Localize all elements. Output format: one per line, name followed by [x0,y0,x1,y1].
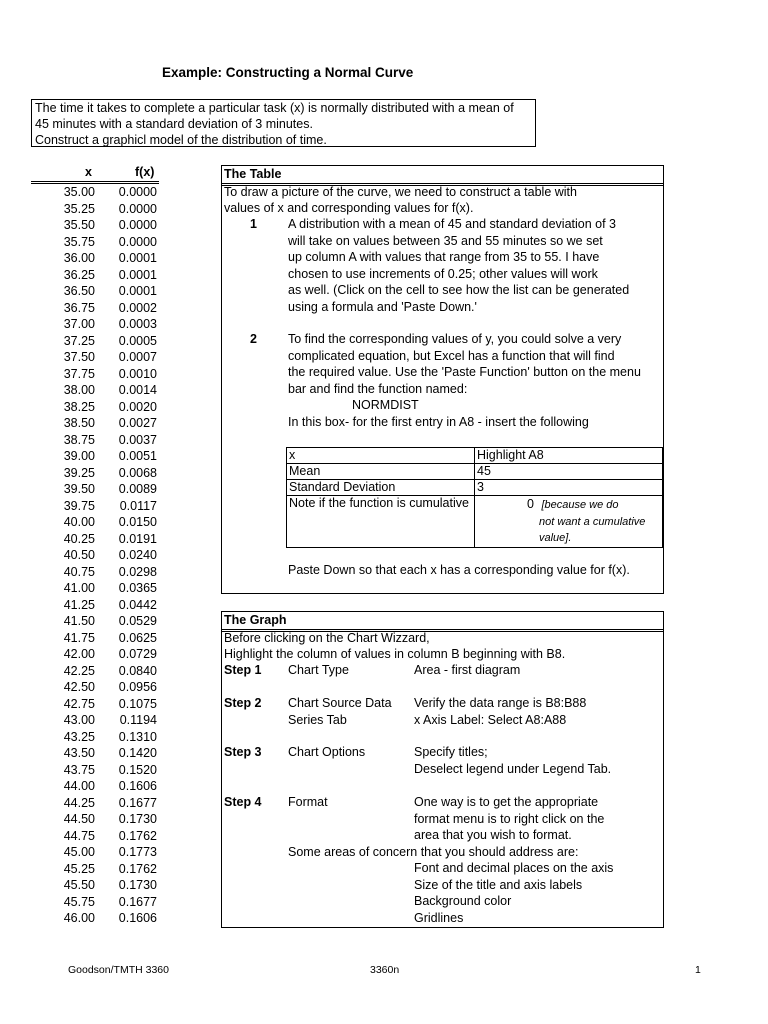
x-value: 45.25 [63,861,95,876]
fx-value: 0.1606 [118,911,157,925]
step-name: Series Tab [288,712,347,727]
fx-value: 0.0001 [118,267,157,282]
table-row [31,448,159,465]
table-row [31,745,159,762]
x-value: 40.75 [63,564,95,579]
step2-text: bar and find the function named: [288,381,468,396]
fx-value: 0.0089 [118,482,157,496]
table-row [31,415,159,432]
x-value: 37.00 [63,317,95,331]
table-row [31,366,159,383]
table-row [31,399,159,416]
fx-value: 0.0729 [118,647,157,661]
fx-value: 0.0002 [118,300,157,315]
x-value: 43.50 [63,746,95,760]
table-row [31,333,159,350]
table-section-title: The Table [222,166,663,186]
fx-value: 0.0000 [118,218,157,232]
x-value: 41.50 [63,614,95,628]
table-row [31,300,159,317]
step-name: Chart Source Data [288,696,392,710]
x-value: 42.75 [63,696,95,711]
x-value: 43.75 [63,762,95,777]
fx-value: 0.1520 [118,762,157,777]
x-value: 43.25 [63,729,95,744]
table-row [31,234,159,251]
step-desc: Deselect legend under Legend Tab. [414,761,612,776]
arg-value-x: Highlight A8 [475,448,663,464]
fx-value: 0.0442 [118,597,157,612]
x-value: 41.25 [63,597,95,612]
table-row [31,861,159,878]
arg-value-sd: 3 [475,480,663,496]
x-value: 36.25 [63,267,95,282]
table-row [31,531,159,548]
fx-value: 0.0014 [118,383,157,397]
arg-label-x: x [287,448,475,464]
x-value: 37.75 [63,366,95,381]
table-section [221,165,664,594]
footer-page-number: 1 [695,964,701,976]
step-desc: x Axis Label: Select A8:A88 [414,712,567,727]
fx-value: 0.0365 [118,581,157,595]
x-value: 36.00 [63,251,95,265]
concern-item: Gridlines [414,910,464,925]
fx-value: 0.0003 [118,317,157,331]
fx-value: 0.1075 [118,696,157,711]
x-value: 45.00 [63,845,95,859]
table-row [31,910,159,927]
fx-value: 0.0051 [118,449,157,463]
x-value: 46.00 [63,911,95,925]
x-value: 35.25 [63,201,95,216]
x-value: 39.50 [63,482,95,496]
table-row [31,811,159,828]
graph-intro-line: Before clicking on the Chart Wizzard, [224,631,430,645]
graph-section [221,611,664,928]
table-row [31,729,159,746]
footer-center: 3360n [370,964,400,976]
x-value: 42.50 [63,680,95,694]
problem-line: 45 minutes with a standard deviation of 3 minutes. [35,117,313,131]
x-value: 39.25 [63,465,95,480]
x-value: 36.50 [63,284,95,298]
fx-value: 0.0068 [118,465,157,480]
x-value: 40.25 [63,531,95,546]
table-row [31,795,159,812]
table-row [31,844,159,861]
data-table-header [31,165,159,184]
footer-left: Goodson/TMTH 3360 [68,964,169,976]
fx-value: 0.1606 [118,779,157,793]
step1-text: will take on values between 35 and 55 minutes so we set [288,233,603,248]
step-desc: Specify titles; [414,745,488,759]
x-value: 42.25 [63,663,95,678]
concern-item: Size of the title and axis labels [414,877,583,892]
fx-value: 0.1420 [118,746,157,760]
step-label: Step 3 [224,745,262,759]
table-row [31,696,159,713]
fx-value: 0.0001 [118,284,157,298]
concerns-intro: Some areas of concern that you should address are: [288,844,579,859]
x-value: 45.75 [63,894,95,909]
fx-value: 0.0840 [118,663,157,678]
x-value: 36.75 [63,300,95,315]
table-row [31,663,159,680]
step-name: Chart Options [288,745,366,759]
cumulative-note: value]. [539,532,572,544]
paste-down-text: Paste Down so that each x has a corresponding value for f(x). [288,563,630,577]
arg-label-sd: Standard Deviation [287,480,475,496]
fx-value: 0.0020 [118,399,157,414]
fx-value: 0.0005 [118,333,157,348]
table-row [31,877,159,894]
table-row [31,283,159,300]
table-intro-line: To draw a picture of the curve, we need to construct a table with [224,185,577,199]
fx-value: 0.0001 [118,251,157,265]
step-name: Format [288,795,328,809]
fx-value: 0.1762 [118,828,157,843]
x-value: 41.75 [63,630,95,645]
x-value: 38.25 [63,399,95,414]
arg-value-cumulative-cell [475,496,663,548]
graph-section-title: The Graph [222,612,663,632]
step1-text: up column A with values that range from 35 to 55. I have [288,250,600,264]
table-row [31,217,159,234]
table-row [31,432,159,449]
concern-item: Background color [414,894,512,908]
step1-text: as well. (Click on the cell to see how the list can be generated [288,283,630,297]
table-row [31,201,159,218]
step-label: Step 4 [224,795,262,809]
fx-value: 0.0027 [118,416,157,430]
x-value: 37.25 [63,333,95,348]
cumulative-note: not want a cumulative [539,515,646,528]
x-value: 44.25 [63,795,95,810]
x-value: 38.75 [63,432,95,447]
arg-value-mean: 45 [475,464,663,480]
data-table [31,165,159,927]
table-row [31,465,159,482]
table-row [31,828,159,845]
step2-text: complicated equation, but Excel has a function that will find [288,348,615,363]
table-row [31,762,159,779]
x-value: 43.00 [63,713,95,727]
step1-text: chosen to use increments of 0.25; other values will work [288,266,598,281]
step-number: 1 [250,217,257,231]
function-name: NORMDIST [352,398,419,412]
header-x: x [85,165,92,179]
fx-value: 0.0240 [118,548,157,562]
table-row [31,597,159,614]
graph-intro-line: Highlight the column of values in column B beginning with B8. [224,647,566,661]
x-value: 45.50 [63,878,95,892]
x-value: 41.00 [63,581,95,595]
x-value: 39.75 [63,498,95,513]
x-value: 44.75 [63,828,95,843]
fx-value: 0.0191 [118,531,157,546]
step-desc: format menu is to right click on the [414,811,605,826]
arg-label-mean: Mean [287,464,475,480]
table-row [31,630,159,647]
fx-value: 0.0000 [118,234,157,249]
fx-value: 0.1762 [118,861,157,876]
table-row [31,382,159,399]
concern-item: Font and decimal places on the axis [414,861,614,875]
page-title: Example: Constructing a Normal Curve [162,65,414,80]
arg-label-cumulative: Note if the function is cumulative [287,496,475,548]
fx-value: 0.0150 [118,515,157,529]
x-value: 35.50 [63,218,95,232]
fx-value: 0.0000 [118,185,157,199]
fx-value: 0.0007 [118,350,157,364]
function-arguments-table [286,447,663,548]
table-row [31,316,159,333]
fx-value: 0.1730 [118,878,157,892]
table-row [31,547,159,564]
step1-text: A distribution with a mean of 45 and standard deviation of 3 [288,217,616,231]
table-row [31,184,159,201]
step1-text: using a formula and 'Paste Down.' [288,299,477,314]
step2-text: To find the corresponding values of y, you could solve a very [288,332,622,346]
fx-value: 0.1677 [118,894,157,909]
step-desc: Verify the data range is B8:B88 [414,696,587,710]
fx-value: 0.0037 [118,432,157,447]
x-value: 42.00 [63,647,95,661]
fx-value: 0.0000 [118,201,157,216]
fx-value: 0.0010 [118,366,157,381]
x-value: 38.00 [63,383,95,397]
problem-statement-box [31,99,536,147]
x-value: 44.50 [63,812,95,826]
table-row [31,498,159,515]
fx-value: 0.0529 [118,614,157,628]
step-number: 2 [250,332,257,346]
table-row [31,778,159,795]
fx-value: 0.1310 [118,729,157,744]
fx-value: 0.1677 [118,795,157,810]
table-row [31,514,159,531]
table-row [31,613,159,630]
step-label: Step 2 [224,696,262,710]
x-value: 40.00 [63,515,95,529]
step-desc: One way is to get the appropriate [414,795,599,809]
table-row [31,267,159,284]
table-intro-line: values of x and corresponding values for f(x). [224,201,474,215]
table-row [31,481,159,498]
fx-value: 0.0956 [118,680,157,694]
fx-value: 0.1773 [118,845,157,859]
table-row [31,894,159,911]
table-row [31,564,159,581]
arg-value-cumulative: 0 [527,497,534,511]
cumulative-note: [because we do [541,499,619,511]
step2-text: the required value. Use the 'Paste Function' button on the menu [288,365,641,379]
table-row [31,580,159,597]
fx-value: 0.1194 [119,713,157,727]
x-value: 39.00 [63,449,95,463]
problem-line: The time it takes to complete a particular task (x) is normally distributed with a mean of [35,101,514,115]
x-value: 38.50 [63,416,95,430]
table-row [31,646,159,663]
x-value: 40.50 [63,548,95,562]
problem-line: Construct a graphicl model of the distribution of time. [35,133,327,147]
x-value: 35.00 [63,185,95,199]
header-fx: f(x) [135,165,155,179]
step-label: Step 1 [224,663,262,677]
x-value: 37.50 [63,350,95,364]
fx-value: 0.0117 [119,498,157,513]
fx-value: 0.0625 [118,630,157,645]
table-row [31,250,159,267]
step-desc: area that you wish to format. [414,828,572,842]
instruction-text: In this box- for the first entry in A8 - insert the following [288,414,589,429]
x-value: 35.75 [63,234,95,249]
table-row [31,679,159,696]
step-desc: Area - first diagram [414,663,521,677]
step-name: Chart Type [288,663,349,677]
data-table-body [31,184,159,927]
table-row [31,712,159,729]
fx-value: 0.1730 [118,812,157,826]
table-row [31,349,159,366]
x-value: 44.00 [63,779,95,793]
fx-value: 0.0298 [118,564,157,579]
